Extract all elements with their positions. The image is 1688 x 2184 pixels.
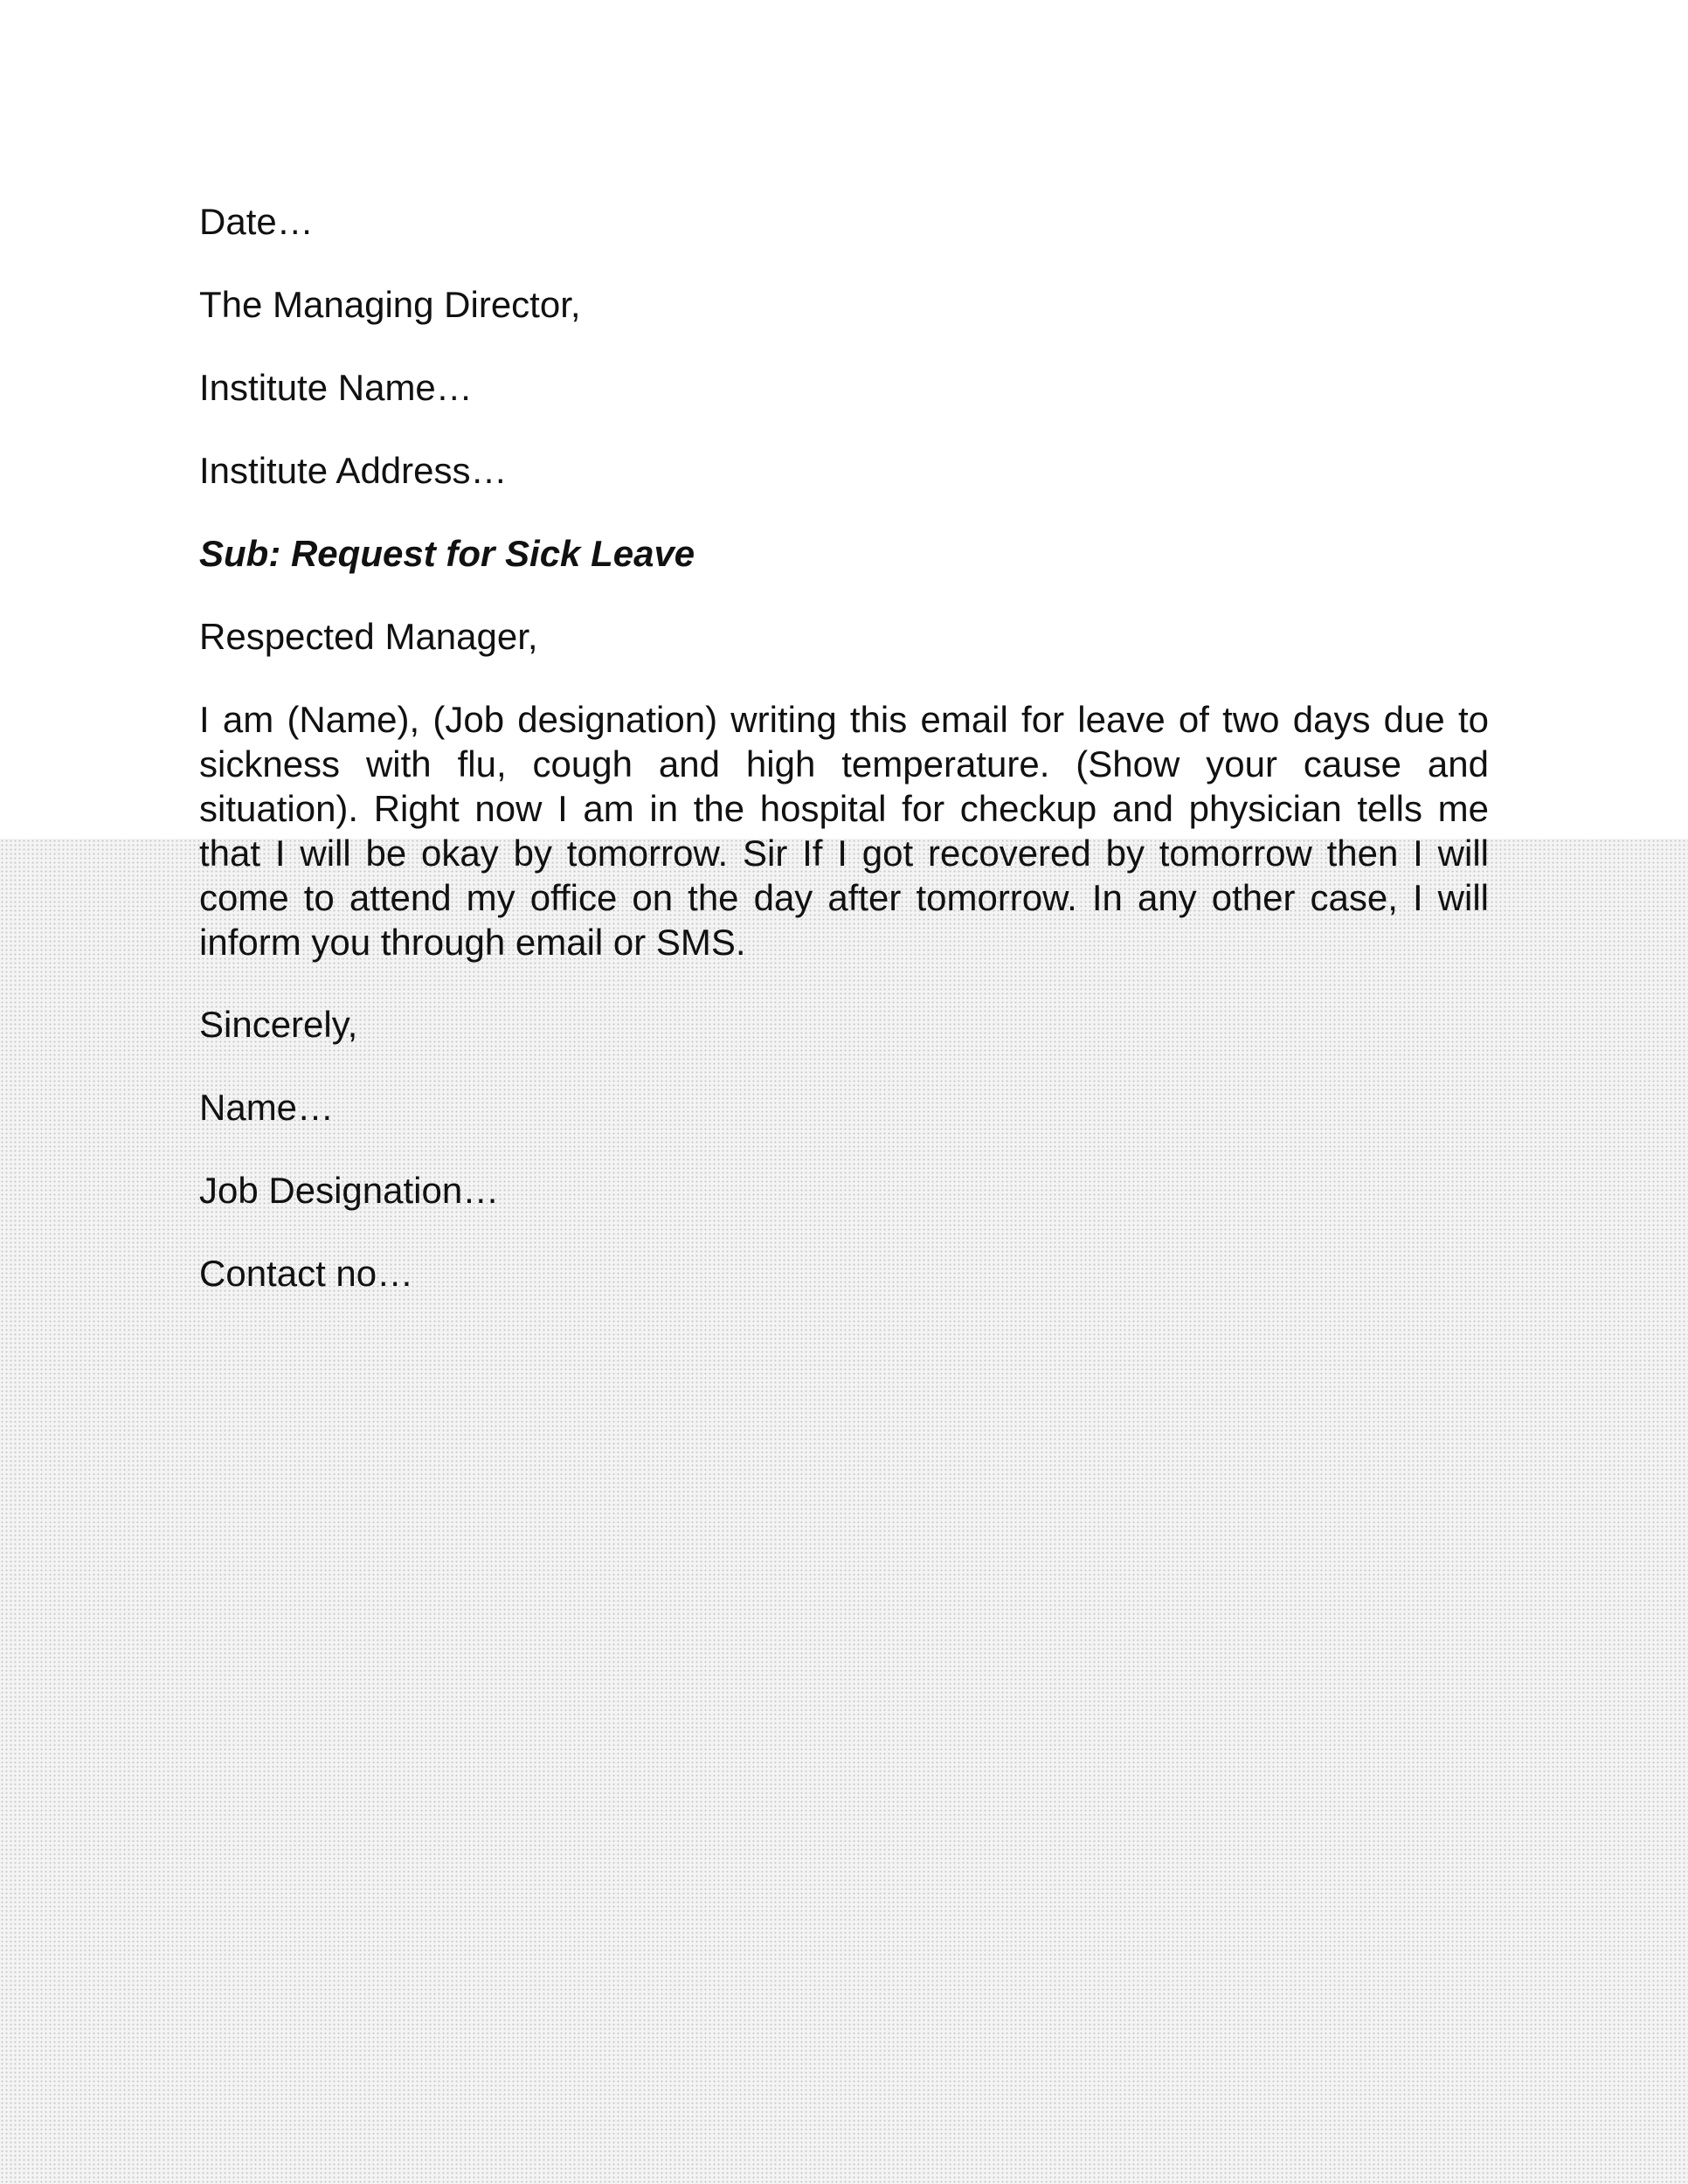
institute-name: Institute Name… (199, 367, 473, 408)
institute-address: Institute Address… (199, 450, 508, 491)
recipient-title: The Managing Director, (199, 284, 581, 325)
signature-job-designation: Job Designation… (199, 1170, 500, 1211)
subject-line: Sub: Request for Sick Leave (199, 533, 695, 574)
date-line: Date… (199, 201, 314, 242)
signature-name: Name… (199, 1087, 335, 1128)
closing: Sincerely, (199, 1004, 358, 1045)
signature-contact: Contact no… (199, 1253, 414, 1294)
body-paragraph: I am (Name), (Job designation) writing this email for leave of two days due to sickness with flu, cough and high temperature. (Show your cause and situation). Right now I am in the hospital for checkup and physician tells me that I will be okay by tomorrow. Sir If I got recovered by tomorrow then I will come to attend my office on the day after tomorrow. In any other case, I will inform you through email or SMS. (199, 699, 1489, 963)
salutation: Respected Manager, (199, 616, 538, 657)
